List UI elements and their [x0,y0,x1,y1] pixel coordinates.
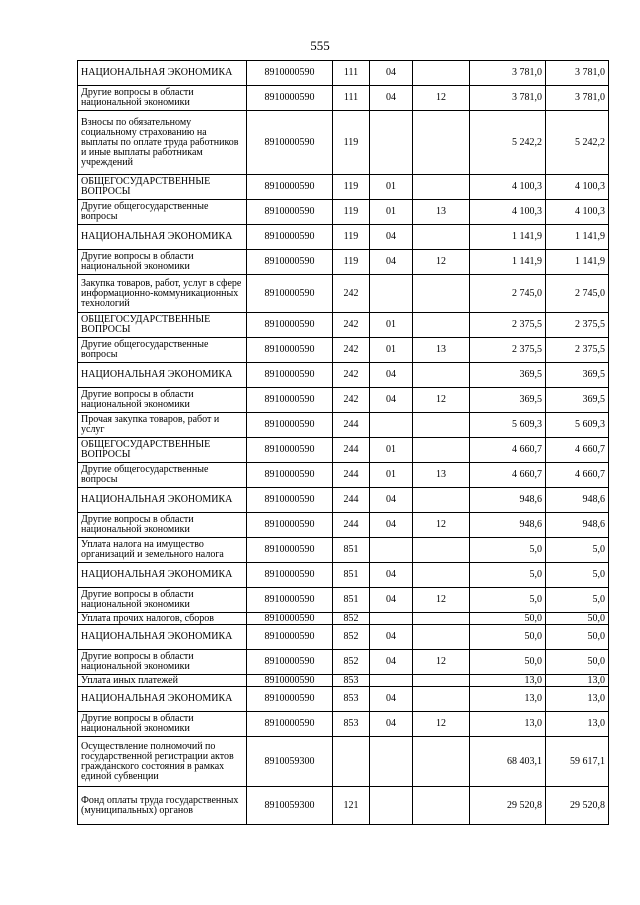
cell-subsection: 12 [413,650,470,675]
cell-name: Другие вопросы в области национальной экономики [78,388,247,413]
cell-amount-1: 3 781,0 [470,86,546,111]
cell-subsection [413,563,470,588]
cell-expense-type: 852 [333,625,370,650]
cell-amount-1: 5,0 [470,588,546,613]
cell-target-code: 8910000590 [247,650,333,675]
cell-name: Другие вопросы в области национальной экономики [78,513,247,538]
cell-name: Закупка товаров, работ, услуг в сфере информационно-коммуникационных технологий [78,275,247,313]
cell-name: НАЦИОНАЛЬНАЯ ЭКОНОМИКА [78,488,247,513]
cell-amount-2: 4 100,3 [546,175,609,200]
cell-amount-2: 29 520,8 [546,787,609,825]
table-row [78,488,609,513]
cell-target-code: 8910000590 [247,563,333,588]
cell-amount-1: 13,0 [470,712,546,737]
cell-amount-2: 1 141,9 [546,250,609,275]
cell-section: 04 [370,86,413,111]
table-row [78,86,609,111]
cell-section: 04 [370,388,413,413]
cell-amount-2: 50,0 [546,650,609,675]
table-row [78,313,609,338]
cell-target-code: 8910000590 [247,61,333,86]
cell-target-code: 8910000590 [247,86,333,111]
cell-name: Другие вопросы в области национальной экономики [78,650,247,675]
cell-section: 01 [370,463,413,488]
cell-target-code: 8910000590 [247,363,333,388]
cell-section: 01 [370,338,413,363]
table-row [78,225,609,250]
cell-subsection: 13 [413,463,470,488]
cell-section [370,111,413,175]
cell-section: 04 [370,625,413,650]
cell-expense-type: 851 [333,588,370,613]
cell-target-code: 8910000590 [247,338,333,363]
cell-expense-type: 242 [333,388,370,413]
cell-target-code: 8910000590 [247,111,333,175]
cell-section [370,538,413,563]
cell-expense-type: 119 [333,250,370,275]
cell-amount-2: 3 781,0 [546,86,609,111]
cell-amount-2: 50,0 [546,613,609,625]
cell-expense-type: 852 [333,650,370,675]
cell-name: Фонд оплаты труда государственных (муниципальных) органов [78,787,247,825]
table-row [78,200,609,225]
cell-target-code: 8910000590 [247,687,333,712]
table-row [78,413,609,438]
cell-amount-2: 369,5 [546,388,609,413]
cell-target-code: 8910000590 [247,388,333,413]
cell-expense-type: 121 [333,787,370,825]
table-row [78,650,609,675]
cell-amount-1: 1 141,9 [470,225,546,250]
cell-subsection [413,613,470,625]
budget-table-body [78,61,609,825]
cell-amount-2: 948,6 [546,488,609,513]
cell-section: 04 [370,513,413,538]
table-row [78,712,609,737]
cell-name: ОБЩЕГОСУДАРСТВЕННЫЕ ВОПРОСЫ [78,438,247,463]
cell-expense-type: 111 [333,86,370,111]
cell-amount-1: 13,0 [470,675,546,687]
cell-section: 04 [370,588,413,613]
table-row [78,675,609,687]
cell-target-code: 8910000590 [247,225,333,250]
cell-name: НАЦИОНАЛЬНАЯ ЭКОНОМИКА [78,363,247,388]
cell-amount-2: 5,0 [546,538,609,563]
cell-amount-1: 948,6 [470,488,546,513]
budget-table [77,60,609,825]
cell-expense-type: 851 [333,563,370,588]
cell-target-code: 8910000590 [247,438,333,463]
cell-subsection [413,687,470,712]
cell-subsection: 12 [413,86,470,111]
cell-amount-1: 50,0 [470,625,546,650]
cell-section: 04 [370,225,413,250]
cell-target-code: 8910000590 [247,675,333,687]
table-row [78,513,609,538]
cell-section [370,275,413,313]
cell-subsection: 13 [413,200,470,225]
cell-subsection [413,313,470,338]
cell-name: Другие вопросы в области национальной экономики [78,250,247,275]
cell-target-code: 8910000590 [247,413,333,438]
cell-expense-type: 244 [333,488,370,513]
table-row [78,563,609,588]
cell-amount-1: 4 100,3 [470,175,546,200]
cell-subsection [413,363,470,388]
cell-name: Взносы по обязательному социальному страхованию на выплаты по оплате труда работников и иные выплаты работникам учреждений [78,111,247,175]
cell-subsection: 12 [413,712,470,737]
cell-subsection [413,438,470,463]
cell-target-code: 8910059300 [247,787,333,825]
cell-name: Другие общегосударственные вопросы [78,463,247,488]
cell-subsection [413,538,470,563]
cell-section: 01 [370,200,413,225]
cell-subsection [413,413,470,438]
cell-amount-2: 369,5 [546,363,609,388]
table-row [78,687,609,712]
cell-amount-1: 2 745,0 [470,275,546,313]
cell-amount-1: 29 520,8 [470,787,546,825]
cell-target-code: 8910000590 [247,625,333,650]
cell-target-code: 8910000590 [247,712,333,737]
table-row [78,588,609,613]
cell-subsection: 12 [413,388,470,413]
cell-expense-type: 244 [333,513,370,538]
cell-subsection [413,225,470,250]
cell-amount-1: 2 375,5 [470,338,546,363]
cell-amount-1: 4 660,7 [470,438,546,463]
cell-section [370,613,413,625]
table-row [78,275,609,313]
cell-expense-type: 242 [333,363,370,388]
cell-amount-1: 369,5 [470,388,546,413]
cell-expense-type: 853 [333,687,370,712]
cell-expense-type: 242 [333,313,370,338]
cell-section: 04 [370,250,413,275]
cell-target-code: 8910000590 [247,488,333,513]
table-row [78,737,609,787]
cell-amount-2: 5 609,3 [546,413,609,438]
cell-subsection [413,787,470,825]
cell-name: ОБЩЕГОСУДАРСТВЕННЫЕ ВОПРОСЫ [78,313,247,338]
page-number: 555 [310,38,330,53]
table-row [78,175,609,200]
table-row [78,111,609,175]
cell-amount-2: 948,6 [546,513,609,538]
cell-target-code: 8910059300 [247,737,333,787]
cell-expense-type [333,737,370,787]
cell-target-code: 8910000590 [247,463,333,488]
cell-subsection [413,737,470,787]
cell-section [370,737,413,787]
table-row [78,338,609,363]
cell-amount-2: 13,0 [546,687,609,712]
cell-amount-1: 3 781,0 [470,61,546,86]
cell-amount-1: 50,0 [470,613,546,625]
cell-section: 04 [370,687,413,712]
cell-target-code: 8910000590 [247,250,333,275]
table-row [78,61,609,86]
table-row [78,363,609,388]
cell-amount-1: 5 609,3 [470,413,546,438]
cell-target-code: 8910000590 [247,538,333,563]
cell-name: НАЦИОНАЛЬНАЯ ЭКОНОМИКА [78,687,247,712]
cell-amount-2: 5 242,2 [546,111,609,175]
cell-section: 01 [370,313,413,338]
table-row [78,438,609,463]
cell-section: 04 [370,712,413,737]
cell-target-code: 8910000590 [247,513,333,538]
cell-name: Другие вопросы в области национальной экономики [78,86,247,111]
cell-amount-2: 2 375,5 [546,338,609,363]
cell-subsection [413,175,470,200]
cell-target-code: 8910000590 [247,200,333,225]
cell-amount-1: 50,0 [470,650,546,675]
cell-expense-type: 119 [333,200,370,225]
cell-target-code: 8910000590 [247,175,333,200]
cell-subsection [413,488,470,513]
cell-name: НАЦИОНАЛЬНАЯ ЭКОНОМИКА [78,61,247,86]
cell-name: Другие вопросы в области национальной экономики [78,588,247,613]
cell-expense-type: 244 [333,413,370,438]
cell-amount-2: 4 660,7 [546,463,609,488]
cell-name: НАЦИОНАЛЬНАЯ ЭКОНОМИКА [78,225,247,250]
cell-name: Осуществление полномочий по государственной регистрации актов гражданского состояния в рамках единой субвенции [78,737,247,787]
cell-name: Уплата налога на имущество организаций и земельного налога [78,538,247,563]
cell-subsection [413,675,470,687]
cell-subsection [413,111,470,175]
cell-name: Другие общегосударственные вопросы [78,338,247,363]
table-row [78,613,609,625]
cell-target-code: 8910000590 [247,588,333,613]
cell-expense-type: 852 [333,613,370,625]
cell-amount-2: 4 660,7 [546,438,609,463]
cell-section: 04 [370,488,413,513]
cell-name: НАЦИОНАЛЬНАЯ ЭКОНОМИКА [78,625,247,650]
table-row [78,787,609,825]
cell-expense-type: 111 [333,61,370,86]
table-row [78,463,609,488]
cell-amount-2: 59 617,1 [546,737,609,787]
cell-subsection: 12 [413,588,470,613]
cell-section: 04 [370,61,413,86]
cell-amount-2: 13,0 [546,675,609,687]
cell-expense-type: 242 [333,275,370,313]
cell-subsection: 12 [413,513,470,538]
cell-name: ОБЩЕГОСУДАРСТВЕННЫЕ ВОПРОСЫ [78,175,247,200]
cell-amount-2: 5,0 [546,588,609,613]
cell-name: Уплата иных платежей [78,675,247,687]
cell-expense-type: 244 [333,438,370,463]
cell-amount-1: 5,0 [470,538,546,563]
cell-section [370,675,413,687]
table-row [78,625,609,650]
cell-subsection [413,275,470,313]
cell-name: Другие общегосударственные вопросы [78,200,247,225]
cell-amount-1: 13,0 [470,687,546,712]
cell-amount-1: 369,5 [470,363,546,388]
cell-amount-2: 13,0 [546,712,609,737]
cell-amount-1: 5 242,2 [470,111,546,175]
cell-amount-2: 5,0 [546,563,609,588]
cell-expense-type: 119 [333,225,370,250]
table-row [78,538,609,563]
cell-amount-2: 50,0 [546,625,609,650]
cell-name: Уплата прочих налогов, сборов [78,613,247,625]
cell-amount-2: 3 781,0 [546,61,609,86]
cell-expense-type: 851 [333,538,370,563]
cell-subsection: 12 [413,250,470,275]
cell-subsection [413,61,470,86]
cell-section [370,787,413,825]
cell-expense-type: 853 [333,712,370,737]
cell-subsection [413,625,470,650]
cell-expense-type: 853 [333,675,370,687]
cell-name: Другие вопросы в области национальной экономики [78,712,247,737]
cell-name: Прочая закупка товаров, работ и услуг [78,413,247,438]
table-row [78,388,609,413]
cell-amount-2: 2 745,0 [546,275,609,313]
cell-amount-1: 4 660,7 [470,463,546,488]
cell-amount-1: 1 141,9 [470,250,546,275]
cell-section: 04 [370,363,413,388]
cell-amount-1: 948,6 [470,513,546,538]
cell-section: 01 [370,175,413,200]
cell-amount-2: 1 141,9 [546,225,609,250]
cell-amount-2: 4 100,3 [546,200,609,225]
cell-target-code: 8910000590 [247,613,333,625]
cell-amount-1: 2 375,5 [470,313,546,338]
cell-amount-1: 5,0 [470,563,546,588]
cell-subsection: 13 [413,338,470,363]
cell-expense-type: 119 [333,111,370,175]
cell-target-code: 8910000590 [247,275,333,313]
cell-section: 04 [370,563,413,588]
cell-target-code: 8910000590 [247,313,333,338]
cell-amount-1: 68 403,1 [470,737,546,787]
cell-section: 01 [370,438,413,463]
cell-name: НАЦИОНАЛЬНАЯ ЭКОНОМИКА [78,563,247,588]
cell-section [370,413,413,438]
cell-section: 04 [370,650,413,675]
cell-expense-type: 242 [333,338,370,363]
cell-amount-2: 2 375,5 [546,313,609,338]
cell-expense-type: 244 [333,463,370,488]
table-row [78,250,609,275]
cell-expense-type: 119 [333,175,370,200]
cell-amount-1: 4 100,3 [470,200,546,225]
